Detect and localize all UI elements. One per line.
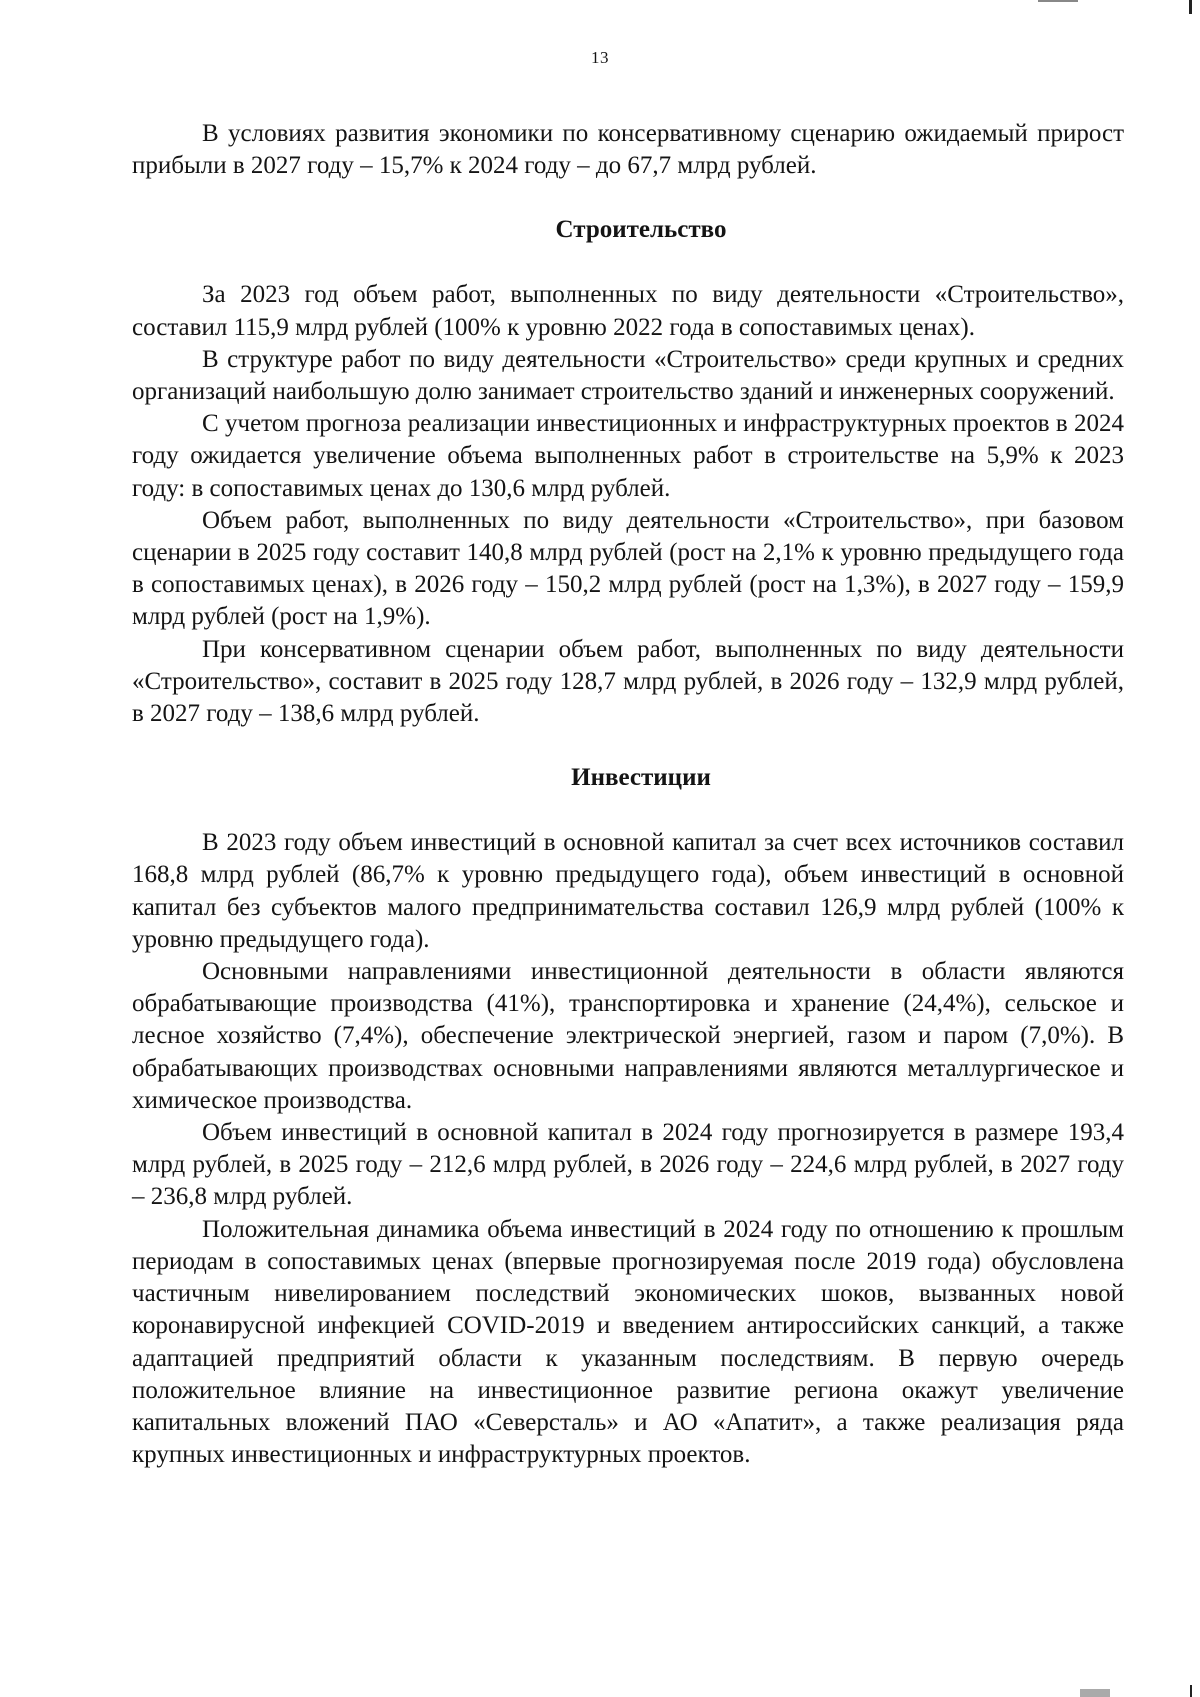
construction-paragraph: При консервативном сценарии объем работ, выполненных по виду деятельности «Строительство», составит в 2025 году 128,7 млрд рублей, в 2026 году – 132,9 млрд рублей, в 2027 году – 138,6 млрд рублей. bbox=[132, 635, 1124, 728]
scan-mark-bottom-right-2 bbox=[1080, 1689, 1110, 1697]
intro-paragraph: В условиях развития экономики по консервативному сценарию ожидаемый прирост прибыли в 2027 году – 15,7% к 2024 году – до 67,7 млрд рублей. bbox=[132, 120, 1124, 180]
construction-paragraph: С учетом прогноза реализации инвестиционных и инфраструктурных проектов в 2024 году ожидается увеличение объема выполненных работ в строительстве на 5,9% к 2023 году: в сопоставимых ценах до 130,6 млрд рублей. bbox=[132, 410, 1124, 502]
section-heading-investments: Инвестиции bbox=[571, 764, 711, 792]
investments-paragraph: Положительная динамика объема инвестиций в 2024 году по отношению к прошлым периодам в сопоставимых ценах (впервые прогнозируемая после 2019 года) обусловлена частичным нивелированием последствий экономических шоков, вызванных новой коронавирусной инфекцией COVID-2019 и введением антироссийских санкций, а также адаптацией предприятий области к указанным последствиям. В первую очередь положительное влияние на инвестиционное развитие региона окажут увеличение капитальных вложений ПАО «Северсталь» и АО «Апатит», а также реализация ряда крупных инвестиционных и инфраструктурных проектов. bbox=[132, 1215, 1124, 1469]
investments-paragraph: Основными направлениями инвестиционной деятельности в области являются обрабатывающие производства (41%), транспортировка и хранение (24,4%), сельское и лесное хозяйство (7,4%), обеспечение электрической энергией, газом и паром (7,0%). В обрабатывающих производствах основными направлениями являются металлургическое и химическое производства. bbox=[132, 958, 1124, 1114]
construction-paragraph: В структуре работ по виду деятельности «Строительство» среди крупных и средних организаций наибольшую долю занимает строительство зданий и инженерных сооружений. bbox=[132, 345, 1124, 406]
scan-mark-top-right bbox=[1189, 0, 1192, 14]
construction-paragraph: За 2023 год объем работ, выполненных по виду деятельности «Строительство», составил 115,9 млрд рублей (100% к уровню 2022 года в сопоставимых ценах). bbox=[132, 281, 1124, 341]
section-heading-construction: Строительство bbox=[555, 216, 727, 244]
page-number: 13 bbox=[591, 48, 609, 67]
construction-paragraph: Объем работ, выполненных по виду деятельности «Строительство», при базовом сценарии в 2025 году составит 140,8 млрд рублей (рост на 2,1% к уровню предыдущего года в сопоставимых ценах), в 2026 году – 150,2 млрд рублей (рост на 1,3%), в 2027 году – 159,9 млрд рублей (рост на 1,9%). bbox=[132, 506, 1124, 631]
scan-mark-bottom-right bbox=[1190, 1685, 1192, 1697]
investments-paragraph: Объем инвестиций в основной капитал в 2024 году прогнозируется в размере 193,4 млрд рублей, в 2025 году – 212,6 млрд рублей, в 2026 году – 224,6 млрд рублей, в 2027 году – 236,8 млрд рублей. bbox=[132, 1119, 1124, 1211]
investments-paragraph: В 2023 году объем инвестиций в основной капитал за счет всех источников составил 168,8 млрд рублей (86,7% к уровню предыдущего года), объем инвестиций в основной капитал без субъектов малого предпринимательства составил 126,9 млрд рублей (100% к уровню предыдущего года). bbox=[132, 829, 1124, 953]
document-body bbox=[132, 118, 1124, 1471]
scan-mark-top-right-2 bbox=[1038, 0, 1078, 2]
